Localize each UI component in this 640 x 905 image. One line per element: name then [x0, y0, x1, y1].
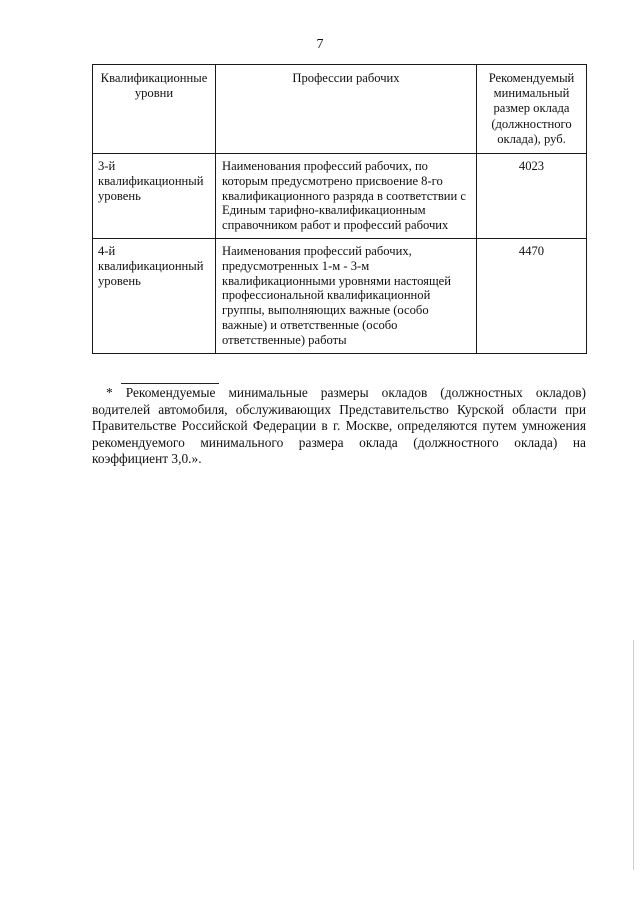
level-cell [93, 154, 216, 239]
salary-value: 4470 [518, 244, 545, 258]
page-number: 7 [316, 37, 324, 52]
professions-cell [216, 239, 477, 354]
header-professions-label: Профессии рабочих [292, 71, 400, 85]
header-levels-label: Квалификационные уровни [100, 71, 208, 100]
footnote-text: * Рекомендуемые минимальные размеры окладов (должностных окладов) водителей автомобиля, обслуживающих Представительство Курской области при Правительстве Российской Федерации в г. Москве, определяются путем умножения рекомендуемого минимального размера оклада (должностного оклада) на коэффициент 3,0.». [92, 385, 586, 467]
table-row [93, 154, 587, 239]
level-text: 3-й квалификационный уровень [98, 159, 204, 203]
header-salary-label: Рекомендуемый минимальный размер оклада (должностного оклада), руб. [488, 71, 575, 146]
salary-value: 4023 [518, 159, 545, 173]
header-levels [93, 65, 216, 154]
professions-text: Наименования профессий рабочих, предусмотренных 1-м - 3-м квалификационными уровнями настоящей профессиональной квалификационной группы, выполняющих важные (особо важные) и ответственные (особо ответственные) работы [222, 244, 451, 347]
table-header-row [93, 65, 587, 154]
level-cell [93, 239, 216, 354]
header-salary [477, 65, 587, 154]
table-row [93, 239, 587, 354]
salary-cell [477, 154, 587, 239]
scan-edge-artifact [633, 640, 634, 870]
level-text: 4-й квалификационный уровень [98, 244, 204, 288]
salary-cell [477, 239, 587, 354]
professions-text: Наименования профессий рабочих, по которым предусмотрено присвоение 8-го квалификационного разряда в соответствии с Единым тарифно-квалификационным справочником работ и профессий рабочих [222, 159, 466, 233]
header-professions [216, 65, 477, 154]
qualification-table [92, 64, 587, 354]
professions-cell [216, 154, 477, 239]
footnote-separator [121, 383, 219, 384]
